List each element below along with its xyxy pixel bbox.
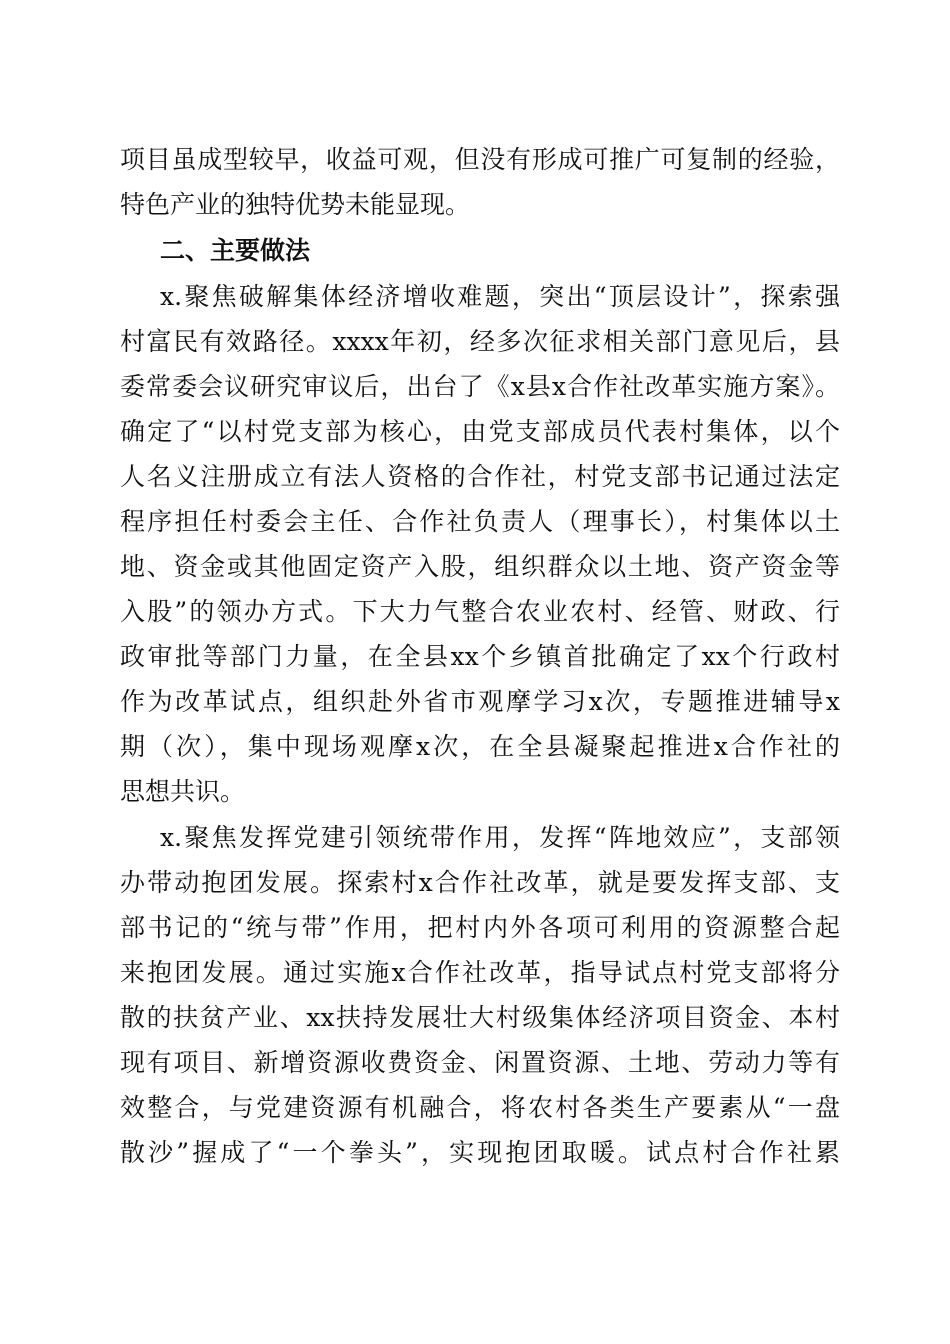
paragraph2-line-2: 办带动抱团发展。探索村x合作社改革，就是要发挥支部、支: [120, 868, 840, 897]
paragraph1-line-4: 确定了“以村党支部为核心，由党支部成员代表村集体，以个: [120, 417, 840, 446]
paragraph2-line-8: 散沙”握成了“一个拳头”，实现抱团取暖。试点村合作社累: [120, 1138, 840, 1167]
paragraph2-line-4: 来抱团发展。通过实施x合作社改革，指导试点村党支部将分: [120, 958, 840, 987]
paragraph2-line-6: 现有项目、新增资源收费资金、闲置资源、土地、劳动力等有: [120, 1048, 840, 1077]
paragraph1-line-3: 委常委会议研究审议后，出台了《x县x合作社改革实施方案》。: [120, 372, 840, 401]
section-heading: 二、主要做法: [160, 236, 311, 265]
paragraph1-line-2: 村富民有效路径。xxxx年初，经多次征求相关部门意见后，县: [120, 327, 840, 356]
paragraph1-line-12: 思想共识。: [120, 777, 246, 806]
paragraph2-line-7: 效整合，与党建资源有机融合，将农村各类生产要素从“一盘: [120, 1093, 840, 1122]
paragraph1-line-11: 期（次），集中现场观摩x次，在全县凝聚起推进x合作社的: [120, 732, 840, 761]
paragraph1-line-7: 地、资金或其他固定资产入股，组织群众以土地、资产资金等: [120, 552, 840, 581]
paragraph1-line-6: 程序担任村委会主任、合作社负责人（理事长），村集体以土: [120, 507, 840, 536]
paragraph2-line-1: x.聚焦发挥党建引领统带作用，发挥“阵地效应”，支部领: [160, 823, 840, 852]
paragraph1-line-9: 政审批等部门力量，在全县xx个乡镇首批确定了xx个行政村: [120, 642, 840, 671]
paragraph1-line-10: 作为改革试点，组织赴外省市观摩学习x次，专题推进辅导x: [120, 687, 840, 716]
intro-line-2: 特色产业的独特优势未能显现。: [120, 190, 471, 219]
paragraph2-line-3: 部书记的“统与带”作用，把村内外各项可利用的资源整合起: [120, 913, 840, 942]
paragraph1-line-8: 入股”的领办方式。下大力气整合农业农村、经管、财政、行: [120, 597, 840, 626]
intro-line-1: 项目虽成型较早，收益可观，但没有形成可推广可复制的经验，: [120, 145, 840, 174]
paragraph1-line-5: 人名义注册成立有法人资格的合作社，村党支部书记通过法定: [120, 462, 840, 491]
paragraph1-line-1: x.聚焦破解集体经济增收难题，突出“顶层设计”，探索强: [160, 282, 840, 311]
paragraph2-line-5: 散的扶贫产业、xx扶持发展壮大村级集体经济项目资金、本村: [120, 1003, 840, 1032]
